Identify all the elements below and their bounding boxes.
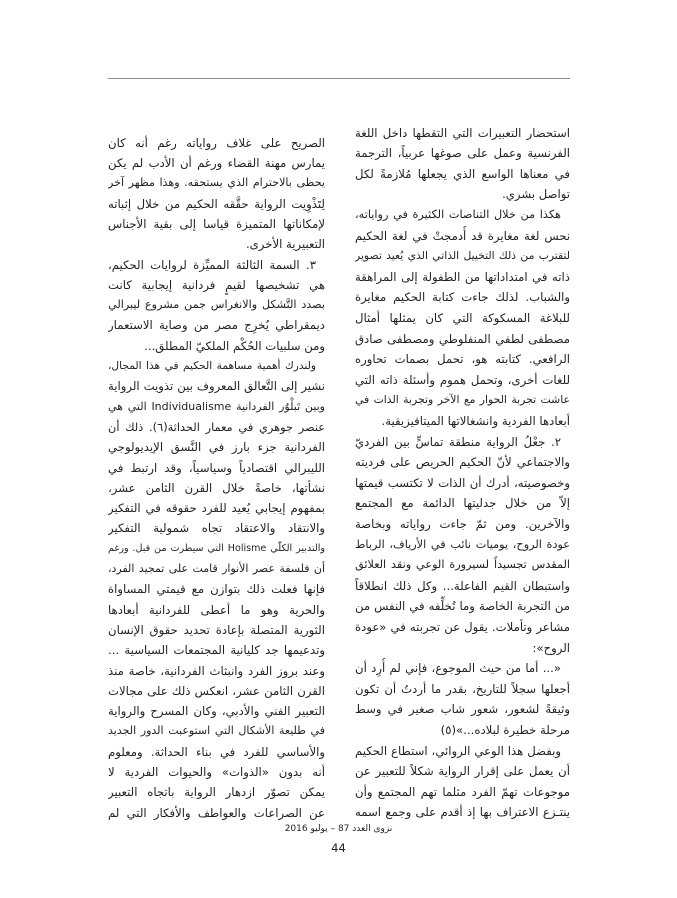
text-line: والاجتماعي لأنّ الحكيم الحريص على فرديته [355,455,570,470]
text-line: التعبيرية الأخرى. [245,237,325,252]
text-line: إلاّ من خلال جدليتها الدائمة مع المجتمع [355,496,570,511]
text-line: وخصوصيته، أدرك أن الذات لا تكتسب قيمتها [355,475,570,490]
text-line: والآخرين. ومن ثمّ جاءت رواياته وبخاصة [355,516,570,531]
page-number: 44 [331,841,346,855]
text-line: ولندرك أهمية مساهمة الحكيم في هذا المجال، [108,359,316,373]
text-line: وبين تَبلْوُر الفردانية Individualisme التي هي [108,399,325,413]
text-line: عودة الروح، يوميات نائب في الأرياف، الرباط [355,537,570,551]
text-line: فإنها فعلت ذلك بتوازن مع قيمتي المساواة [108,582,325,597]
text-line: في معناها الواسع الذي يجعلها مُلازمةً لكل [355,166,570,181]
text-line: التعبير الفني والأدبي، وكان المسرح والرواية [108,704,325,719]
text-line: المقدس تجسيداً لسيرورة الوعي ونقد العلائق [355,558,570,572]
text-line: نحس لغة مغايرة قد أُدمجتْ في لغة الحكيم [355,228,570,243]
quote-line: «... أما من حيث الموجوع، فإني لم أُرِد أن [355,661,561,676]
text-line: الروح»: [532,640,570,655]
text-line: والانتقاد والاعتقاد تجاه شمولية التفكير [108,521,325,536]
text-line: لتقترب من ذلك التخييل الذاتي الذي يُعيد تصوير [355,249,570,263]
text-line: والتدبير الكلّي Holisme التي سيطرت من قبل. ورغم [108,542,325,554]
text-line: وتدعيمها جد كليانية المجتمعات السياسية ... [108,643,325,658]
paragraph [108,356,325,823]
text-line: يمارس مهنة القضاء ورغم أن الأدب لم يكن [108,156,325,171]
text-line: ٢. جعْلُ الرواية منطقة تماسٍّ بين الفرديّ [355,434,561,449]
text-line: الفردانية جزء بارز في النَّسق الإيديولوجي [108,440,325,455]
text-line: والشباب. لذلك جاءت كتابة الحكيم مغايرة [355,290,570,305]
text-line: ومن سلبيات الحُكْم الملكيّ المطلق... [144,338,325,353]
paragraph [355,123,570,205]
text-line: موجوعات تهمّ الفرد مثلما تهم المجتمع وأن [355,784,570,799]
text-line: الصريح على غلاف رواياته رغم أنه كان [108,135,325,150]
text-line: أن يعمل على إقرار الرواية شكلاً للتعبير عن [355,764,570,779]
text-line: لإمكاناتها المتميزة قياسا إلى بقية الأجناس [108,216,325,231]
text-line: ذاته في امتداداتها من الطفولة إلى المراهقة [355,269,570,284]
paragraph [355,741,570,823]
text-line: هي تشخيصها لقيمٍ فردانية إيجابية كانت [108,277,325,292]
paragraph [355,432,570,659]
quote-line: أجعلها سجلاً للتاريخ، بقدر ما أردتُ أن تكون [355,681,570,696]
text-line: والحرية وهو ما أعطى للفردانية أبعادها [108,602,325,617]
text-line: أبعادها الفردية وانشغالاتها الميتافيزيقية. [381,414,570,428]
text-line: ٣. السمة الثالثة المميِّزة لروايات الحكيم، [108,257,316,272]
text-line: ينتـزع الاعتراف بها إذ أقدم على وجمع اسمه [355,805,570,820]
text-line: نشأتها، خاصةً خلال القرن الثامن عشر، [108,480,325,495]
text-line: هكذا من خلال التناصات الكثيرة في رواياته، [355,208,561,222]
paragraph [108,133,325,255]
text-line: مشاعر وتأملات. يقول عن تجربته في «عودة [355,619,570,634]
text-line: عنصر جوهري في معمار الحداثة(٦). ذلك أن [108,419,325,434]
text-line: أنه بدون «الذوات» والحيوات الفردية لا [108,765,325,779]
right-column [355,123,570,823]
text-line: القرن الثامن عشر، انعكس ذلك على مجالات [108,683,325,698]
text-line: مصطفى لطفي المنفلوطي ومصطفى صادق [355,331,570,346]
text-line: يمكن تصوّر ازدهار الرواية باتجاه التعبير [108,785,325,800]
left-column [108,133,325,823]
text-line: الليبرالي اقتصادياً وسياسياً، وقد ارتبط في [108,460,325,475]
text-line: والأساسي للفرد في بناء الحداثة. ومعلوم [108,744,325,759]
text-line: لِتَذْوِيت الرواية حقَّقه الحكيم من خلال إثباته [108,196,325,211]
text-line: للغات أخرى، وتحمل هموم وأسئلة ذاته التي [355,372,570,387]
quotation [355,658,570,740]
paragraph [355,205,570,432]
text-line: وعند بروز الفرد وانبثاث الفردانية، خاصة منذ [108,663,325,678]
text-line: عن الصراعات والعواطف والأفكار التي لم [108,805,325,820]
text-line: استحضار التعبيرات التي التقطها داخل اللغة [355,125,570,140]
text-line: يحظى بالاحترام الذي يستحقه. وهذا مظهر آخر [108,176,325,190]
text-line: الفرنسية وعمل على صوغها عربياً، الترجمة [355,146,570,161]
footer-issue-line: نزوى العدد 87 – يوليو 2016 [284,824,393,834]
text-line: من التجربة الخاصة وما تُخلِّفه في النفس من [355,599,570,614]
text-line: نشير إلى التَّعالق المعروف بين تذويت الرواية [108,379,325,394]
text-line: في طليعة الأشكال التي استوعبت الدور الجديد [108,724,325,738]
text-line: ديمقراطي يُخرِج مصر من وصاية الاستعمار [108,318,325,333]
quote-line: وثيقةً لشعور، شعور شاب صغير في وسط [355,702,570,717]
text-line: تواصل بشري. [502,187,570,202]
text-line: أن فلسفة عصر الأنوار قامت على تمجيد الفرد، [108,562,325,576]
text-line: عاشت تجربة الحوار مع الآخر وتجربة الذات في [355,393,570,407]
header-rule [108,78,570,79]
text-line: بمفهوم إيجابي يُعيد للفرد حقوقه في التفكير [108,501,325,516]
text-line: الرافعي. كتابته هو، تحمل بصمات تحاوره [355,352,570,367]
text-line: وبفضل هذا الوعي الروائي، استطاع الحكيم [355,743,561,758]
text-line: الثورية المتصلة بإعادة تحديد حقوق الإنسان [108,622,325,637]
paragraph [108,255,325,356]
text-line: بصدد التَّشكل والانغراس جمن مشروع ليبرالي [108,298,325,312]
text-line: واستبطان القيم الفاعلة... وكل ذلك انطلاقاً [355,578,570,593]
text-line: للبلاغة المسكوكة التي كان يمثلها أمثال [355,311,570,326]
quote-line: مرحلة خطيرة لبلاده...»(٥) [440,722,570,737]
